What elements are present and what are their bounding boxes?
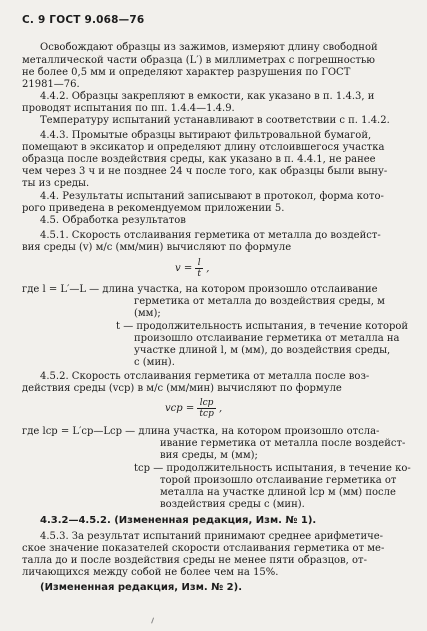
- page-header: С. 9 ГОСТ 9.068—76: [22, 14, 145, 26]
- text-line: участке длиной l, м (мм), до воздействия среды,: [134, 345, 391, 356]
- text-line: 4.4.3. Промытые образцы вытирают фильтровальной бумагой,: [40, 130, 372, 141]
- text-line: торой произошло отслаивание герметика от: [160, 475, 397, 486]
- text-line: металлической части образца (L′) в миллиметрах с погрешностью: [22, 55, 375, 66]
- text-line: рого приведена в рекомендуемом приложении 5.: [22, 203, 285, 214]
- amendment-note: 4.3.2—4.5.2. (Измененная редакция, Изм. № 1).: [40, 515, 317, 526]
- fraction-denominator: t: [197, 269, 202, 279]
- text-line: с (мин).: [134, 357, 175, 368]
- text-line: ивание герметика от металла после воздейст-: [160, 438, 406, 449]
- formula-lhs: vср =: [165, 403, 195, 414]
- text-line: произошло отслаивание герметика от металла на: [134, 333, 400, 344]
- text-line: талла до и после воздействия среды не менее пяти образцов, от-: [22, 555, 367, 566]
- text-line: tср — продолжительность испытания, в течение ко-: [134, 463, 411, 474]
- text-line: герметика от металла до воздействия среды, м: [134, 296, 385, 307]
- text-line: где lср = L′ср—Lср — длина участка, на котором произошло отсла-: [22, 426, 380, 437]
- formula-vcp: vср = $\frac{\text{lср}}{\text{tср}}$ ,: [165, 398, 223, 419]
- text-line: 4.5.3. За результат испытаний принимают среднее арифметиче-: [40, 531, 384, 542]
- text-line: металла на участке длиной lср м (мм) после: [160, 487, 396, 498]
- text-line: помещают в эксикатор и определяют длину отслоившегося участка: [22, 142, 385, 153]
- fraction: [195, 258, 203, 279]
- text-line: не более 0,5 мм и определяют характер разрушения по ГОСТ: [22, 67, 351, 78]
- section-heading: 4.5. Обработка результатов: [40, 215, 186, 226]
- text-line: t — продолжительность испытания, в течение которой: [116, 321, 409, 332]
- formula-v: v = $\frac{l}{t}$ ,: [175, 258, 210, 279]
- text-line: вия среды, м (мм);: [160, 450, 258, 461]
- fraction-denominator: tср: [199, 409, 214, 419]
- text-line: чем через 3 ч и не позднее 24 ч после того, как образцы были выну-: [22, 166, 388, 177]
- text-line: ты из среды.: [22, 178, 90, 189]
- text-line: проводят испытания по пп. 1.4.4—1.4.9.: [22, 103, 235, 114]
- fraction-numerator: l: [195, 258, 203, 269]
- text-line: 21981—76.: [22, 79, 80, 90]
- text-line: Температуру испытаний устанавливают в соответствии с п. 1.4.2.: [40, 115, 390, 126]
- fraction-numerator: lср: [197, 398, 215, 409]
- formula-lhs: v =: [175, 263, 193, 274]
- fraction: [197, 398, 215, 419]
- text-line: ское значение показателей скорости отслаивания герметика от ме-: [22, 543, 385, 554]
- text-line: 4.5.2. Скорость отслаивания герметика от металла после воз-: [40, 371, 370, 382]
- text-line: Освобождают образцы из зажимов, измеряют длину свободной: [40, 42, 378, 53]
- text-line: вия среды (v) м/с (мм/мин) вычисляют по формуле: [22, 242, 292, 253]
- text-line: 4.4. Результаты испытаний записывают в протокол, форма кото-: [40, 191, 384, 202]
- text-line: личающихся между собой не более чем на 15%.: [22, 567, 279, 578]
- text-line: действия среды (vср) в м/с (мм/мин) вычисляют по формуле: [22, 383, 342, 394]
- scan-mark: [151, 617, 157, 624]
- amendment-note: (Измененная редакция, Изм. № 2).: [40, 582, 243, 593]
- text-line: 4.5.1. Скорость отслаивания герметика от металла до воздейст-: [40, 230, 381, 241]
- text-line: (мм);: [134, 308, 161, 319]
- text-line: воздействия среды с (мин).: [160, 499, 305, 510]
- text-line: образца после воздействия среды, как указано в п. 4.4.1, не ранее: [22, 154, 376, 165]
- text-line: где l = L′—L — длина участка, на котором произошло отслаивание: [22, 284, 378, 295]
- text-line: 4.4.2. Образцы закрепляют в емкости, как указано в п. 1.4.3, и: [40, 91, 375, 102]
